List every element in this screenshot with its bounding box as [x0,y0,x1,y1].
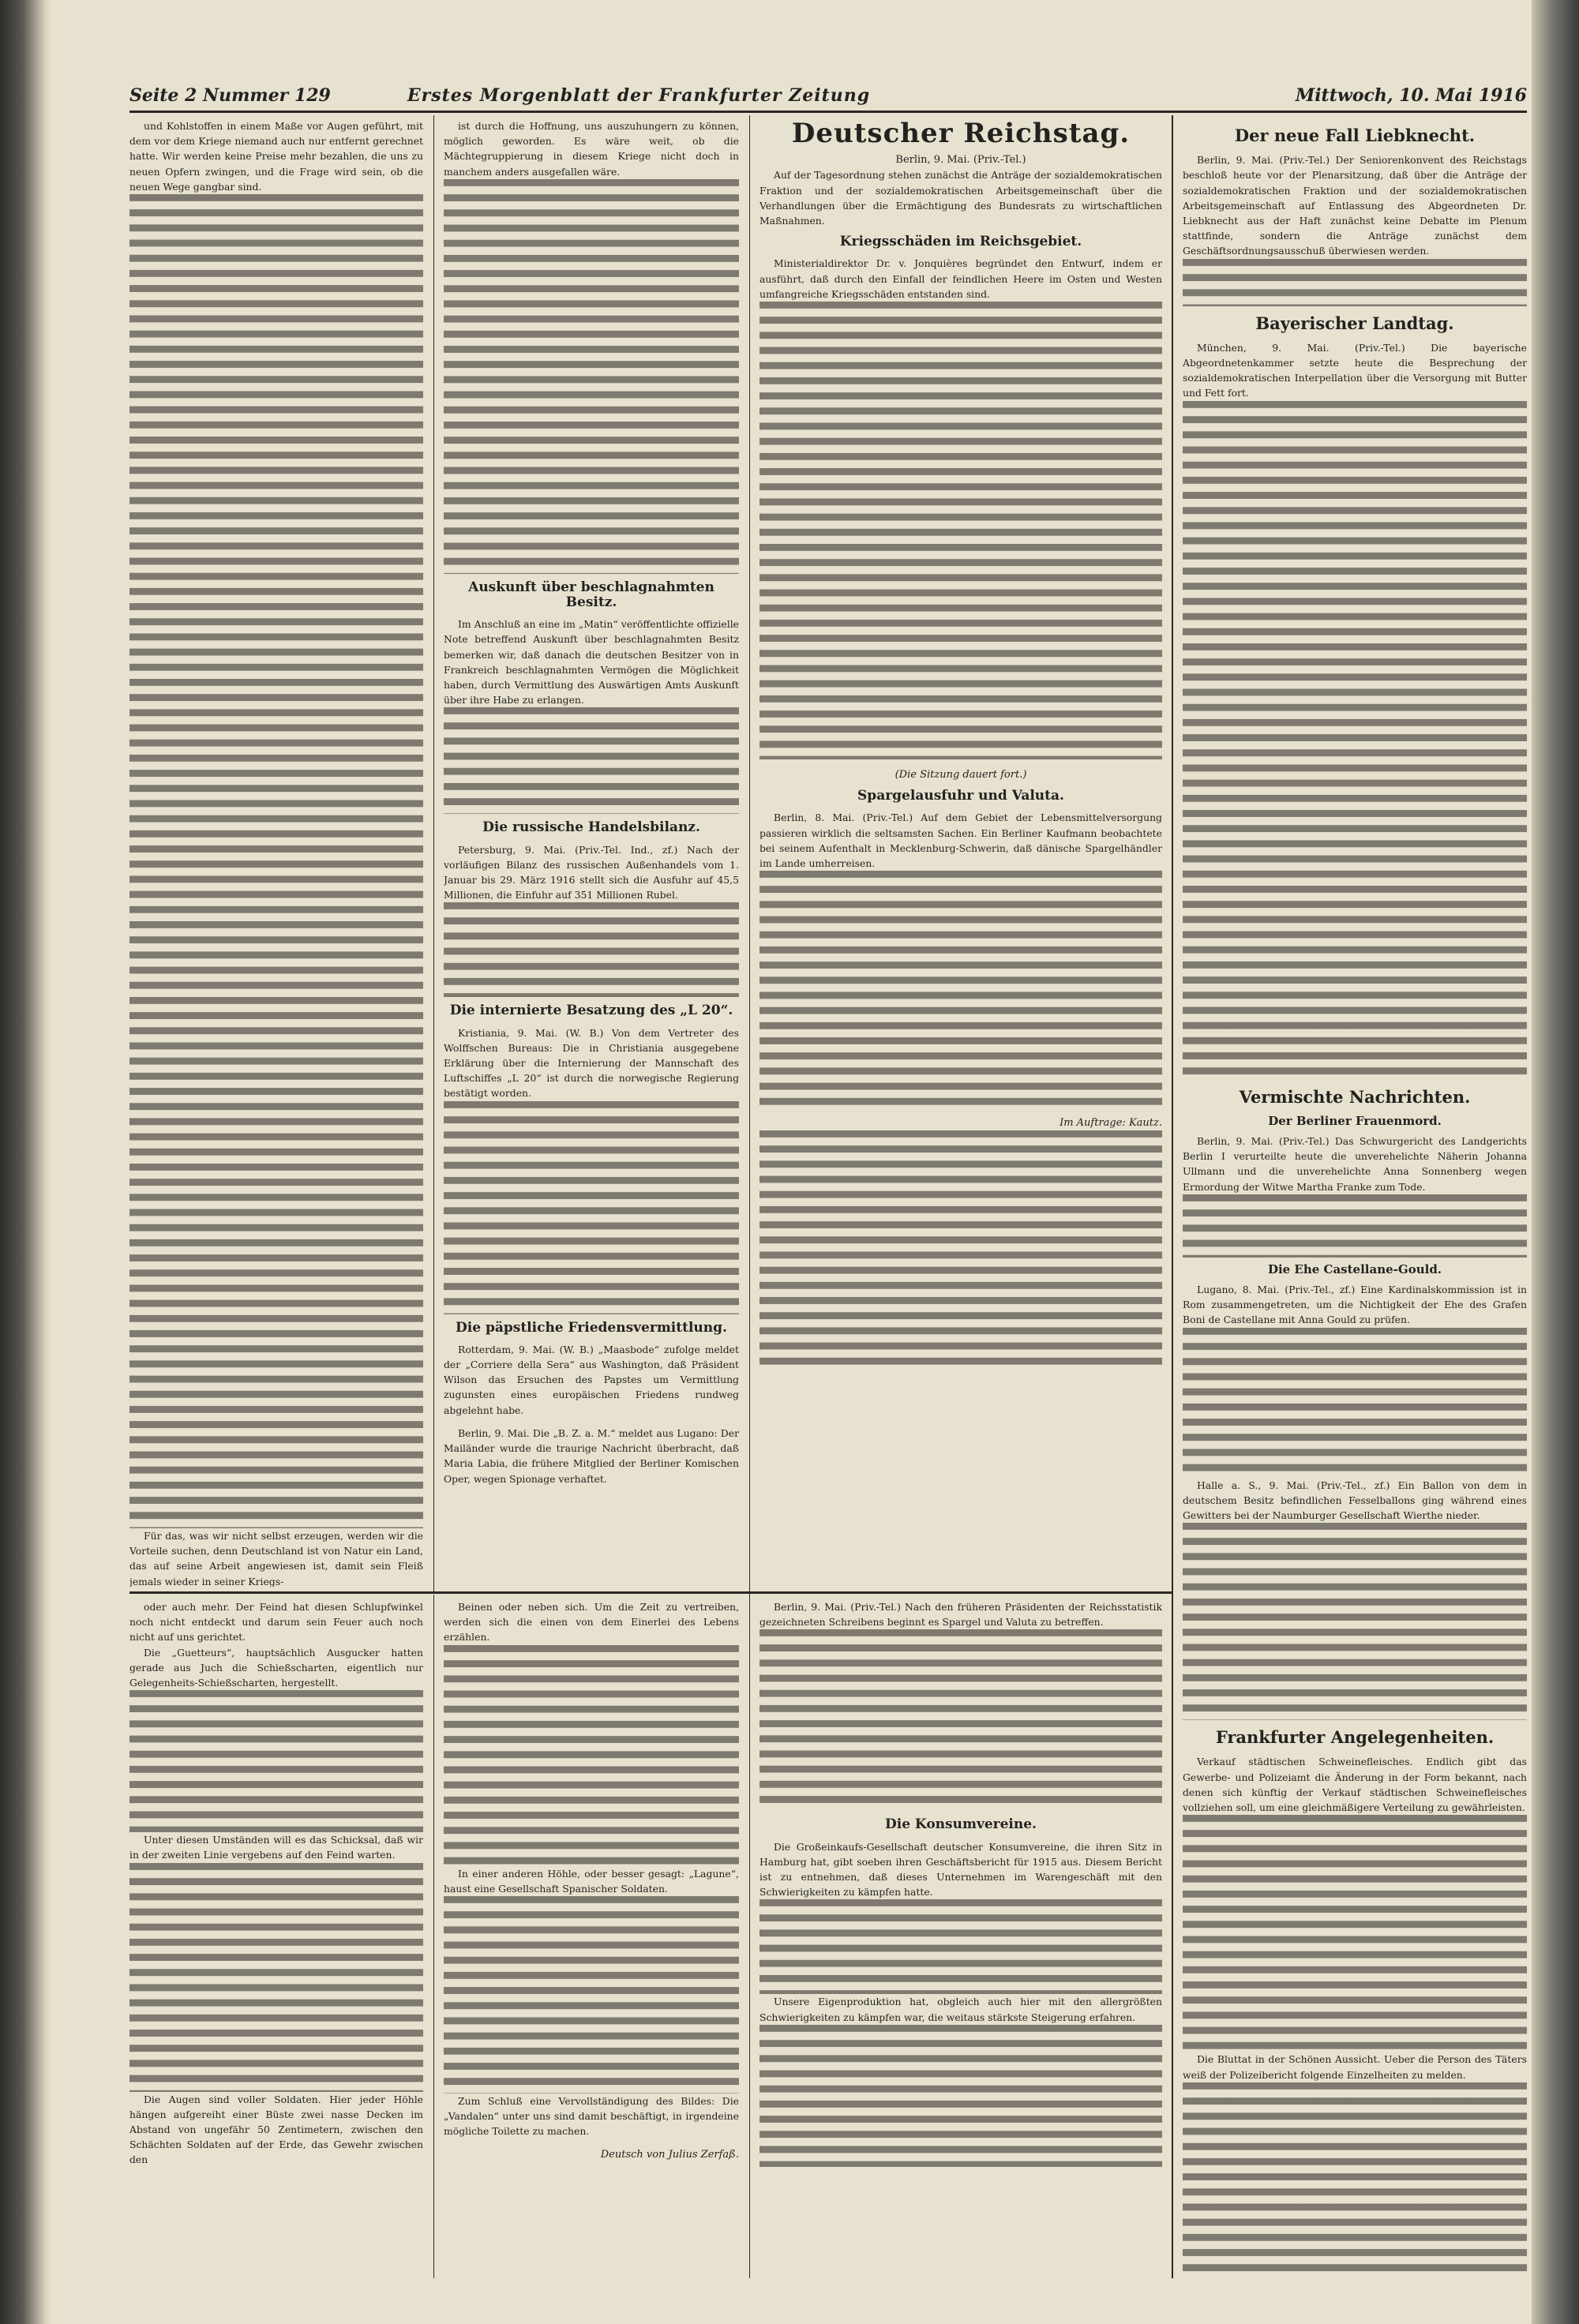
headline-konsumvereine: Die Konsumvereine. [885,1816,1037,1833]
article-paragraph: Im Anschluß an eine im „Matin“ veröffentlichte offizielle Note betreffend Auskunft über beschlagnahmten Besitz bemerken wir, daß danach die deutschen Besitzer von in Frankreich beschlagnahmten Vermögen die Möglichkeit haben, durch Vermittlung des Auswärtigen Amts Auskunft über ihre Habe zu erlangen. [444,618,739,707]
translator-credit: Deutsch von Julius Zerfaß. [600,2148,739,2161]
headline-spargel: Spargelausfuhr und Valuta. [857,788,1064,804]
article-body-text [759,1899,1162,1994]
article-paragraph: Beinen oder neben sich. Um die Zeit zu vertreiben, werden sich die einen von dem Einerlei des Lebens erzählen. [444,1601,739,1644]
article-body-text [444,1101,739,1314]
article-body-text [759,1130,1162,1367]
article-paragraph: Verkauf städtischen Schweinefleisches. Endlich gibt das Gewerbe- und Polizeiamt die Änderung in der Form bekannt, nach denen sich künftig der Verkauf städtischen Schweinefleisches vollziehen soll, um eine gleichmäßigere Verteilung zu gewährleisten. [1183,1756,1527,1814]
article-body-text [129,1863,423,2092]
article-body-text [1183,401,1527,1080]
article-paragraph: Die Großeinkaufs-Gesellschaft deutscher Konsumvereine, die ihren Sitz in Hamburg hat, gibt soeben ihren Geschäftsbericht für 1915 aus. Diesem Bericht ist zu entnehmen, daß dieses Unternehmen im Warengeschäft mit den Schwierigkeiten zu kämpfen hatte. [759,1840,1162,1899]
page-edge [1532,0,1579,2324]
article-paragraph: Berlin, 9. Mai. (Priv.-Tel.) Das Schwurgericht des Landgerichts Berlin I verurteilte heute die unverehelichte Näherin Johanna Ullmann und die unverehelichte Anna Sonnenberg wegen Ermordung der Witwe Martha Franke zum Tode. [1183,1135,1527,1193]
article-paragraph: ist durch die Hoffnung, uns auszuhungern zu können, möglich geworden. Es wäre weit, ob die Mächtegruppierung in diesem Kriege nicht doch in manchem anders ausgefallen wäre. [444,120,739,178]
page-number: Seite 2 Nummer 129 [129,85,331,106]
column-3-articles [759,118,1162,1587]
sitting-note: (Die Sitzung dauert fort.) [895,769,1027,782]
headline-frankfurter: Frankfurter Angelegenheiten. [1215,1727,1495,1748]
masthead-rule [129,111,1527,113]
column-2-articles [444,118,739,1587]
headline-kriegsschaeden: Kriegsschäden im Reichsgebiet. [839,234,1082,250]
article-paragraph: Berlin, 9. Mai. (Priv.-Tel.) Nach den früheren Präsidenten der Reichsstatistik gezeichneten Schreibens beginnt es Spargel und Valuta zu betreffen. [759,1601,1162,1629]
headline-l20: Die internierte Besatzung des „L 20“. [449,1003,733,1019]
article-paragraph: oder auch mehr. Der Feind hat diesen Schlupfwinkel noch nicht entdeckt und darum sein Feuer auch noch nicht auf uns gerichtet. [129,1601,423,1644]
column-divider [1172,115,1173,2278]
column-1-article [129,118,423,1587]
column-divider [433,115,434,1591]
article-body-text [129,194,423,1528]
issue-date: Mittwoch, 10. Mai 1916 [1295,85,1527,106]
book-binding [0,0,51,2324]
article-body-text [444,179,739,574]
article-body-text [444,1896,739,2093]
article-paragraph: Unsere Eigenproduktion hat, obgleich auch hier mit den allergrößten Schwierigkeiten zu kämpfen war, die weitaus stärkste Steigerung erfahren. [759,1996,1162,2023]
headline-landtag: Bayerischer Landtag. [1255,313,1454,333]
feuilleton-column-1 [129,1599,423,2275]
article-paragraph: Die „Guetteurs“, hauptsächlich Ausgucker hatten gerade aus Juch die Schießscharten, eigentlich nur Gelegenheits-Schießscharten, hergestellt. [129,1646,423,1689]
subheadline-castellane: Die Ehe Castellane-Gould. [1267,1261,1442,1276]
article-paragraph: Unter diesen Umständen will es das Schicksal, daß wir in der zweiten Linie vergebens auf den Feind warten. [129,1834,423,1861]
article-paragraph: Die Bluttat in der Schönen Aussicht. Ueber die Person des Täters weiß der Polizeibericht folgende Einzelheiten zu melden. [1183,2053,1527,2081]
article-paragraph: Berlin, 9. Mai. (Priv.-Tel.) Der Seniorenkonvent des Reichstags beschloß heute vor der Plenarsitzung, daß über die Anträge der sozialdemokratischen Fraktion und der sozialdemokratischen Arbeitsgemeinschaft auf Entlassung des Abgeordneten Dr. Liebknecht aus der Haft zunächst keine Debatte im Plenum stattfinde, sondern die Anträge zunächst dem Geschäftsordnungsausschuß überwiesen werden. [1183,154,1527,257]
article-body-text [1183,1194,1527,1258]
article-body-text [1183,1523,1527,1720]
article-paragraph: In einer anderen Höhle, oder besser gesagt: „Lagune“, haust eine Gesellschaft Spanischer Soldaten. [444,1867,739,1895]
article-body-text [444,902,739,997]
article-body-text [1183,2082,1527,2273]
headline-friedensvermittlung: Die päpstliche Friedensvermittlung. [456,1319,727,1336]
article-paragraph: Petersburg, 9. Mai. (Priv.-Tel. Ind., zf.) Nach der vorläufigen Bilanz des russischen Außenhandels vom 1. Januar bis 29. März 1916 stellt sich die Ausfuhr auf 45,5 Millionen, die Einfuhr auf 351 Millionen Rubel. [444,843,739,901]
feuilleton-column-2 [444,1599,739,2275]
article-body-text [759,1629,1162,1811]
dateline: Berlin, 9. Mai. (Priv.-Tel.) [895,154,1026,167]
newspaper-title: Erstes Morgenblatt der Frankfurter Zeitung [407,85,871,106]
article-body-text [1183,1815,1527,2052]
article-paragraph: Berlin, 9. Mai. Die „B. Z. a. M.“ meldet aus Lugano: Der Mailänder wurde die traurige Nachricht überbracht, daß Maria Labia, die frühere Mitglied der Berliner Komischen Oper, wegen Spionage verhaftet. [444,1426,739,1485]
article-paragraph: Für das, was wir nicht selbst erzeugen, werden wir die Vorteile suchen, denn Deutschland ist von Natur ein Land, das auf seine Arbeit angewiesen ist, damit sein Fleiß jemals wieder in seiner Kriegs- [129,1530,423,1587]
headline-auskunft: Auskunft über beschlagnahmten Besitz. [468,579,714,611]
headline-reichstag: Deutscher Reichstag. [791,118,1131,149]
article-paragraph: Lugano, 8. Mai. (Priv.-Tel., zf.) Eine Kardinalskommission ist in Rom zusammengetreten, um die Nichtigkeit der Ehe des Grafen Boni de Castellane mit Anna Gould zu prüfen. [1183,1284,1527,1326]
article-paragraph: Berlin, 8. Mai. (Priv.-Tel.) Auf dem Gebiet der Lebensmittelversorgung passieren wirklich die seltsamsten Sachen. Ein Berliner Kaufmann beobachtete bei seinem Aufenthalt in Mecklenburg-Schwerin, daß dänische Spargelhändler im Lande umherreisen. [759,812,1162,870]
column-4-articles [1183,118,1527,2273]
article-paragraph: Kristiania, 9. Mai. (W. B.) Von dem Vertreter des Wolffschen Bureaus: Die in Christiania ausgegebene Erklärung über die Internierung der Mannschaft des Luftschiffes „L 20“ ist durch die norwegische Regierung bestätigt worden. [444,1026,739,1100]
article-paragraph: Die Augen sind voller Soldaten. Hier jeder Höhle hängen aufgereiht einer Büste zwei nasse Decken im Abstand von ungefähr 50 Zentimetern, zwischen den Schächten Soldaten auf der Erde, das Gewehr zwischen den [129,2093,423,2166]
article-paragraph: Halle a. S., 9. Mai. (Priv.-Tel., zf.) Ein Ballon von dem in deutschem Besitz befindlichen Fesselballons ging während eines Gewitters bei der Naumburger Gesellschaft Wierthe nieder. [1183,1479,1527,1522]
article-body-text [1183,1328,1527,1478]
article-body-text [759,302,1162,759]
newspaper-page [51,0,1532,2324]
article-body-text [444,707,739,814]
article-body-text [759,2025,1162,2167]
headline-liebknecht: Der neue Fall Liebknecht. [1234,126,1476,145]
headline-vermischte: Vermischte Nachrichten. [1239,1086,1471,1107]
column-3-lower [759,1599,1162,2275]
article-body-text [444,1645,739,1866]
headline-handelsbilanz: Die russische Handelsbilanz. [482,819,700,836]
masthead [129,85,1527,107]
article-body-text [129,1690,423,1832]
article-body-text [1183,259,1527,306]
column-divider [433,1595,434,2278]
article-paragraph: und Kohlstoffen in einem Maße vor Augen geführt, mit dem vor dem Kriege niemand auch nur entfernt gerechnet hatte. Wir werden keine Preise mehr bezahlen, die uns zu neuen Opfern zwingen, und die Frage wird sein, ob die neuen Wege gangbar sind. [129,120,423,193]
column-divider [749,115,750,2278]
article-body-text [759,871,1162,1108]
feuilleton-rule [129,1591,1172,1594]
article-paragraph: Rotterdam, 9. Mai. (W. B.) „Maasbode“ zufolge meldet der „Corriere della Sera“ aus Washington, daß Präsident Wilson das Ersuchen des Papstes um Vermittlung zugunsten eines europäischen Friedens rundweg abgelehnt habe. [444,1343,739,1416]
subheadline-frauenmord: Der Berliner Frauenmord. [1268,1113,1442,1128]
article-paragraph: Auf der Tagesordnung stehen zunächst die Anträge der sozialdemokratischen Fraktion und der sozialdemokratischen Arbeitsgemeinschaft über die Verhandlungen über die Ermächtigung des Bundesrats zu wirtschaftlichen Maßnahmen. [759,169,1162,227]
article-paragraph: München, 9. Mai. (Priv.-Tel.) Die bayerische Abgeordnetenkammer setzte heute die Besprechung der sozialdemokratischen Interpellation über die Versorgung mit Butter und Fett fort. [1183,341,1527,399]
article-paragraph: Zum Schluß eine Vervollständigung des Bildes: Die „Vandalen“ unter uns sind damit beschäftigt, in irgendeine mögliche Toilette zu machen. [444,2095,739,2138]
article-paragraph: Ministerialdirektor Dr. v. Jonquières begründet den Entwurf, indem er ausführt, daß durch den Einfall der feindlichen Heere im Osten und Westen umfangreiche Kriegsschäden entstanden sind. [759,257,1162,300]
signature: Im Auftrage: Kautz. [1060,1117,1162,1130]
